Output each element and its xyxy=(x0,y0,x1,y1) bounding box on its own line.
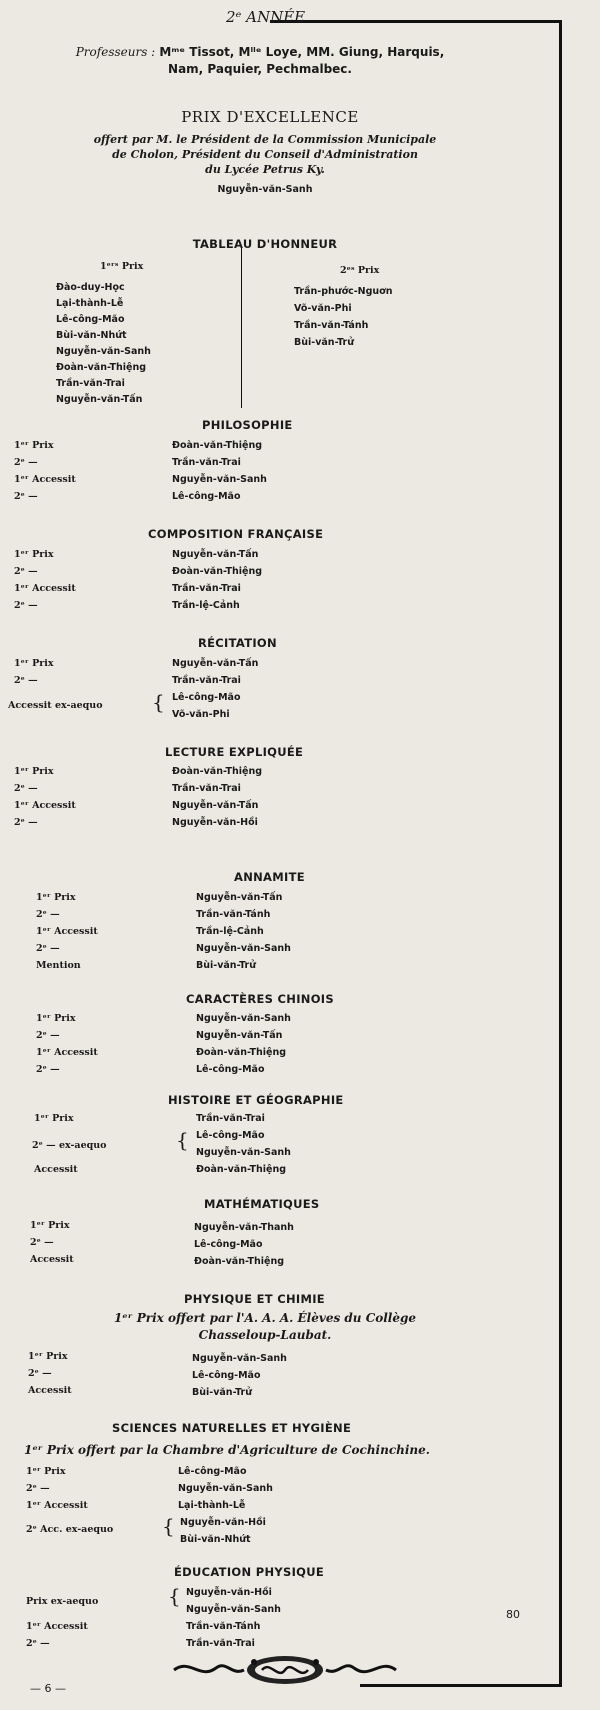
lecture-title: LECTURE EXPLIQUÉE xyxy=(165,745,304,759)
lecture-label: 2ᵉ — xyxy=(14,783,38,794)
sciences-name: Lê-công-Mão xyxy=(178,1466,247,1477)
histoire-exaequo-label: 2ᵉ — ex-aequo xyxy=(32,1140,107,1151)
math-title: MATHÉMATIQUES xyxy=(204,1197,320,1211)
sciences-exaequo-label: 2ᵉ Acc. ex-aequo xyxy=(26,1524,114,1535)
composition-name: Trần-văn-Trai xyxy=(172,583,241,594)
composition-label: 2ᵉ — xyxy=(14,600,38,611)
histoire-accessit-name: Đoàn-văn-Thiệng xyxy=(196,1164,287,1175)
education-exaequo-name: Nguyễn-văn-Sanh xyxy=(186,1604,281,1615)
recitation-exaequo-name: Lê-công-Mão xyxy=(172,692,241,703)
honneur-col1-item: Đoàn-văn-Thiệng xyxy=(56,362,147,373)
chinois-label: 1ᵉʳ Prix xyxy=(36,1013,76,1024)
math-label: Accessit xyxy=(30,1254,74,1265)
physique-name: Lê-công-Mão xyxy=(192,1370,261,1381)
composition-name: Nguyễn-văn-Tấn xyxy=(172,549,259,560)
professors-block xyxy=(0,44,520,78)
annamite-label: 2ᵉ — xyxy=(36,909,60,920)
lecture-label: 1ᵉʳ Accessit xyxy=(14,800,76,811)
page-number-left: — 6 — xyxy=(30,1682,66,1695)
excellence-winner: Nguyễn-văn-Sanh xyxy=(217,184,313,195)
lecture-label: 2ᵉ — xyxy=(14,817,38,828)
honneur-col1-item: Bùi-văn-Nhứt xyxy=(56,330,127,341)
annamite-name: Nguyễn-văn-Tấn xyxy=(196,892,283,903)
physique-label: Accessit xyxy=(28,1385,72,1396)
math-name: Lê-công-Mão xyxy=(194,1239,263,1250)
education-exaequo-name: Nguyễn-văn-Hồi xyxy=(186,1587,272,1598)
sciences-exaequo-name: Nguyễn-văn-Hồi xyxy=(180,1517,266,1528)
sciences-name: Lại-thành-Lễ xyxy=(178,1500,246,1511)
math-name: Đoàn-văn-Thiệng xyxy=(194,1256,285,1267)
philosophie-name: Trần-văn-Trai xyxy=(172,457,241,468)
professors-line2: Nam, Paquier, Pechmalbec. xyxy=(168,62,352,76)
sciences-exaequo-name: Bùi-văn-Nhứt xyxy=(180,1534,251,1545)
annamite-name: Bùi-văn-Trử xyxy=(196,960,257,971)
chinois-label: 1ᵉʳ Accessit xyxy=(36,1047,98,1058)
math-label: 2ᵉ — xyxy=(30,1237,54,1248)
philosophie-name: Lê-công-Mão xyxy=(172,491,241,502)
chinois-name: Nguyễn-văn-Tấn xyxy=(196,1030,283,1041)
recitation-name: Nguyễn-văn-Tấn xyxy=(172,658,259,669)
composition-label: 1ᵉʳ Prix xyxy=(14,549,54,560)
chinois-name: Nguyễn-văn-Sanh xyxy=(196,1013,291,1024)
recitation-title: RÉCITATION xyxy=(198,636,277,650)
math-label: 1ᵉʳ Prix xyxy=(30,1220,70,1231)
honneur-divider xyxy=(241,248,242,408)
brace: { xyxy=(162,1514,175,1538)
education-title: ÉDUCATION PHYSIQUE xyxy=(174,1565,325,1579)
sciences-label: 2ᵉ — xyxy=(26,1483,50,1494)
sciences-sub: 1ᵉʳ Prix offert par la Chambre d'Agriculture de Cochinchine. xyxy=(24,1443,430,1457)
sciences-label: 1ᵉʳ Accessit xyxy=(26,1500,88,1511)
excellence-title: PRIX D'EXCELLENCE xyxy=(181,108,359,126)
lecture-name: Đoàn-văn-Thiệng xyxy=(172,766,263,777)
annamite-name: Nguyễn-văn-Sanh xyxy=(196,943,291,954)
math-name: Nguyễn-văn-Thanh xyxy=(194,1222,294,1233)
physique-label: 2ᵉ — xyxy=(28,1368,52,1379)
honneur-col2-item: Võ-văn-Phi xyxy=(294,303,352,314)
professors-label: Professeurs : xyxy=(75,45,156,59)
excellence-line2: de Cholon, Président du Conseil d'Administration xyxy=(112,148,418,161)
chinois-label: 2ᵉ — xyxy=(36,1030,60,1041)
honneur-col2-item: Bùi-văn-Trử xyxy=(294,337,355,348)
honneur-col1-item: Lê-công-Mão xyxy=(56,314,125,325)
lecture-label: 1ᵉʳ Prix xyxy=(14,766,54,777)
recitation-exaequo-label: Accessit ex-aequo xyxy=(8,700,103,711)
physique-sub1: 1ᵉʳ Prix offert par l'A. A. A. Élèves du Collège xyxy=(113,1311,417,1325)
chinois-name: Lê-công-Mão xyxy=(196,1064,265,1075)
physique-title: PHYSIQUE ET CHIMIE xyxy=(184,1292,325,1306)
excellence-line1: offert par M. le Président de la Commission Municipale xyxy=(93,133,437,146)
histoire-accessit-label: Accessit xyxy=(34,1164,78,1175)
education-name: Trần-văn-Trai xyxy=(186,1638,255,1649)
honneur-col1-item: Trần-văn-Trai xyxy=(56,378,125,389)
recitation-label: 2ᵉ — xyxy=(14,675,38,686)
page-number-right: 80 xyxy=(506,1608,520,1621)
physique-label: 1ᵉʳ Prix xyxy=(28,1351,68,1362)
annamite-label: 2ᵉ — xyxy=(36,943,60,954)
class-title: 2ᵉ ANNÉE xyxy=(226,8,306,26)
education-exaequo-label: Prix ex-aequo xyxy=(26,1596,99,1607)
annamite-name: Trần-văn-Tánh xyxy=(196,909,271,920)
lecture-name: Nguyễn-văn-Tấn xyxy=(172,800,259,811)
histoire-title: HISTOIRE ET GÉOGRAPHIE xyxy=(168,1093,344,1107)
annamite-title: ANNAMITE xyxy=(234,870,305,884)
annamite-label: 1ᵉʳ Accessit xyxy=(36,926,98,937)
brace: { xyxy=(168,1584,181,1608)
honneur-col1-head: 1ᵉʳˢ Prix xyxy=(100,261,144,272)
recitation-label: 1ᵉʳ Prix xyxy=(14,658,54,669)
professors-line1: Mᵐᵉ Tissot, Mˡˡᵉ Loye, MM. Giung, Harquis, xyxy=(159,45,445,59)
chinois-name: Đoàn-văn-Thiệng xyxy=(196,1047,287,1058)
frame-line-top xyxy=(270,20,562,23)
composition-name: Đoàn-văn-Thiệng xyxy=(172,566,263,577)
honneur-col2-head: 2ᵉˢ Prix xyxy=(340,265,380,276)
honneur-col1-item: Lại-thành-Lễ xyxy=(56,298,124,309)
philosophie-label: 2ᵉ — xyxy=(14,457,38,468)
physique-sub2: Chasseloup-Laubat. xyxy=(198,1328,332,1342)
recitation-name: Trần-văn-Trai xyxy=(172,675,241,686)
annamite-label: Mention xyxy=(36,960,81,971)
annamite-name: Trần-lệ-Cảnh xyxy=(196,926,264,937)
annamite-label: 1ᵉʳ Prix xyxy=(36,892,76,903)
education-label: 2ᵉ — xyxy=(26,1638,50,1649)
sciences-label: 1ᵉʳ Prix xyxy=(26,1466,66,1477)
sciences-title: SCIENCES NATURELLES ET HYGIÈNE xyxy=(112,1421,352,1435)
histoire-label: 1ᵉʳ Prix xyxy=(34,1113,74,1124)
honneur-col1-item: Nguyễn-văn-Tấn xyxy=(56,394,143,405)
philosophie-title: PHILOSOPHIE xyxy=(202,418,293,432)
histoire-exaequo-name: Lê-công-Mão xyxy=(196,1130,265,1141)
honneur-title: TABLEAU D'HONNEUR xyxy=(192,237,338,251)
frame-line-right xyxy=(559,20,562,1685)
excellence-line3: du Lycée Petrus Ky. xyxy=(205,163,325,176)
recitation-exaequo-name: Võ-văn-Phi xyxy=(172,709,230,720)
composition-label: 1ᵉʳ Accessit xyxy=(14,583,76,594)
chinois-label: 2ᵉ — xyxy=(36,1064,60,1075)
philosophie-name: Nguyễn-văn-Sanh xyxy=(172,474,267,485)
honneur-col1-item: Đào-duy-Học xyxy=(56,282,125,293)
philosophie-label: 1ᵉʳ Accessit xyxy=(14,474,76,485)
composition-title: COMPOSITION FRANÇAISE xyxy=(148,527,324,541)
education-name: Trần-văn-Tánh xyxy=(186,1621,261,1632)
honneur-col1-item: Nguyễn-văn-Sanh xyxy=(56,346,151,357)
honneur-col2-item: Trần-phước-Nguơn xyxy=(294,286,393,297)
philosophie-label: 2ᵉ — xyxy=(14,491,38,502)
lecture-name: Trần-văn-Trai xyxy=(172,783,241,794)
education-label: 1ᵉʳ Accessit xyxy=(26,1621,88,1632)
brace: { xyxy=(152,690,165,714)
chinois-title: CARACTÈRES CHINOIS xyxy=(186,992,334,1006)
sciences-name: Nguyễn-văn-Sanh xyxy=(178,1483,273,1494)
physique-name: Bùi-văn-Trử xyxy=(192,1387,253,1398)
histoire-name: Trần-văn-Trai xyxy=(196,1113,265,1124)
brace: { xyxy=(176,1128,189,1152)
composition-name: Trần-lệ-Cảnh xyxy=(172,600,240,611)
physique-name: Nguyễn-văn-Sanh xyxy=(192,1353,287,1364)
philosophie-name: Đoàn-văn-Thiệng xyxy=(172,440,263,451)
lecture-name: Nguyễn-văn-Hồi xyxy=(172,817,258,828)
composition-label: 2ᵉ — xyxy=(14,566,38,577)
decorative-ornament xyxy=(170,1648,400,1688)
philosophie-label: 1ᵉʳ Prix xyxy=(14,440,54,451)
honneur-col2-item: Trần-văn-Tánh xyxy=(294,320,369,331)
histoire-exaequo-name: Nguyễn-văn-Sanh xyxy=(196,1147,291,1158)
